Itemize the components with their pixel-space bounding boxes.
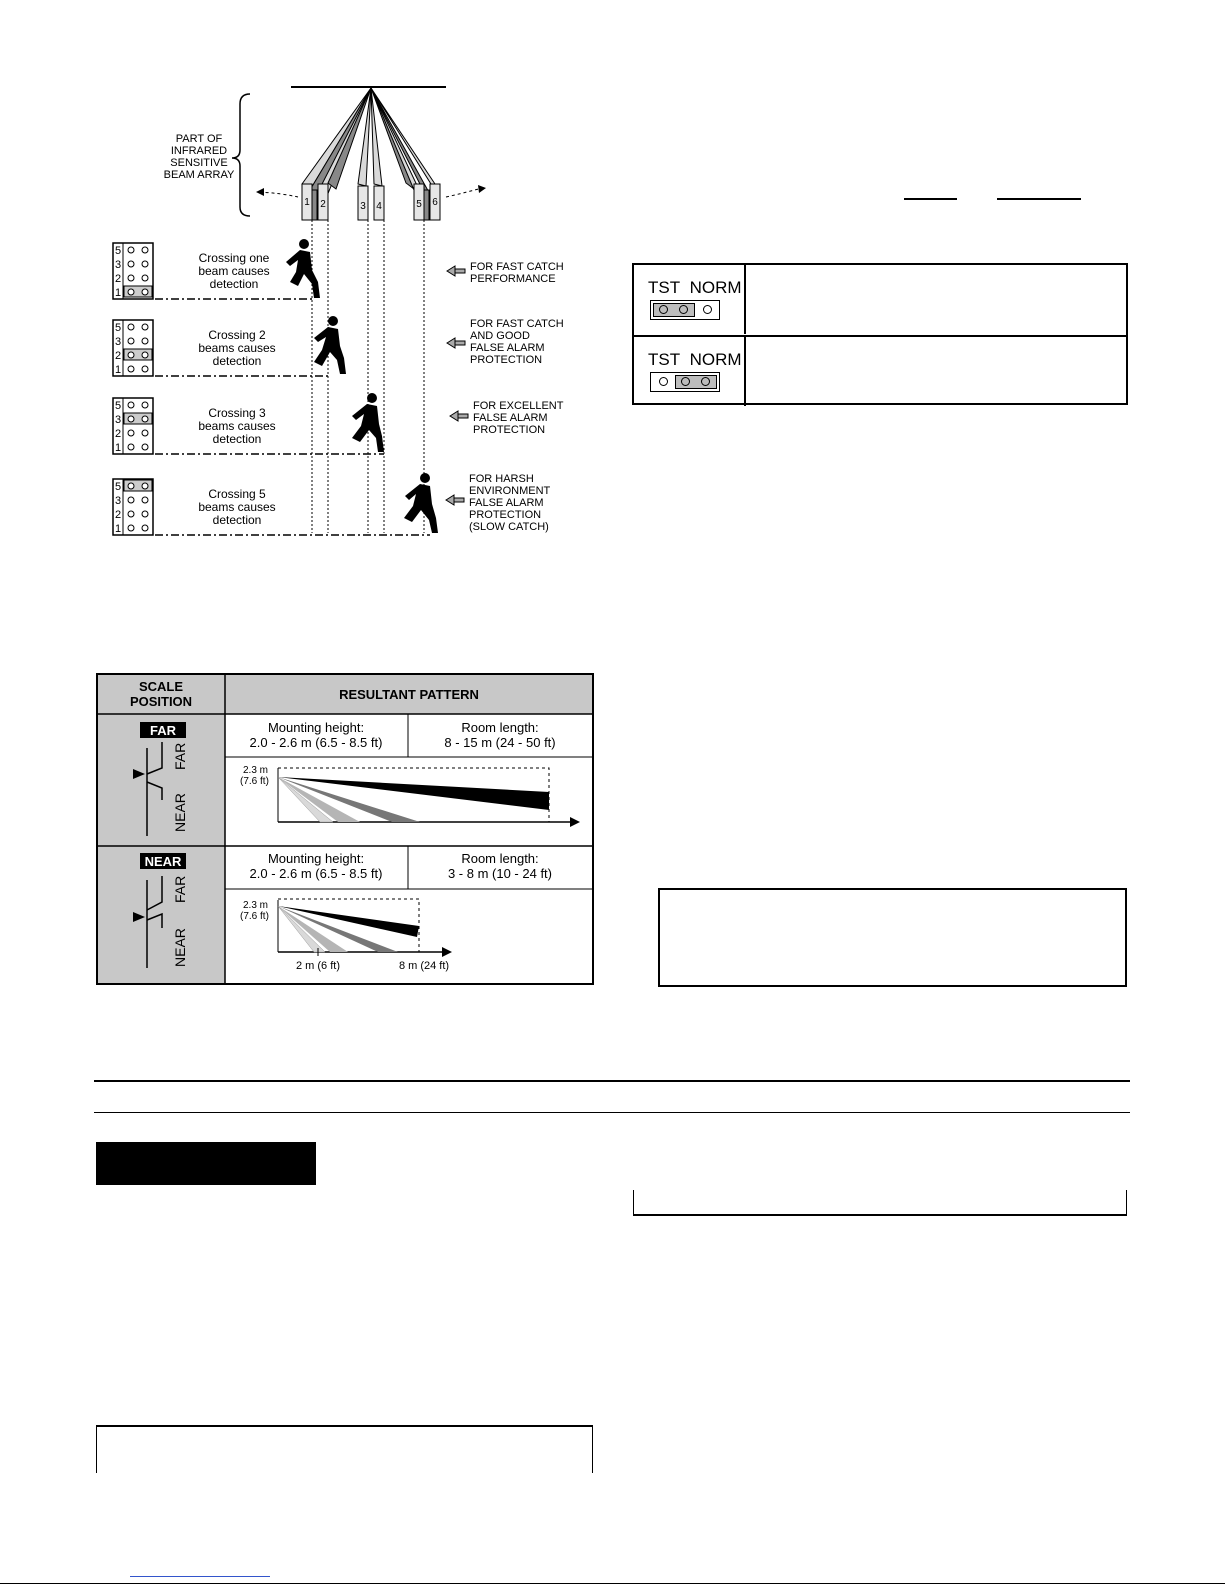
- footer-line: [0, 1583, 1225, 1584]
- room-length-value: 3 - 8 m (10 - 24 ft): [447, 866, 553, 881]
- jumper-number: 3: [114, 414, 122, 426]
- pulse-note-line: FOR FAST CATCH: [470, 261, 564, 273]
- pulse-row-1: [113, 239, 564, 299]
- pulse-caption-line: detection: [212, 513, 262, 527]
- pulse-row-4: [113, 473, 551, 535]
- runner-icon: [314, 316, 346, 374]
- pulse-note-line: FOR EXCELLENT: [473, 400, 564, 412]
- pulse-caption-line: beams causes: [198, 419, 276, 433]
- norm-label: NORM: [689, 278, 742, 297]
- pulse-note-line: FOR FAST CATCH: [470, 318, 564, 330]
- pulse-caption-line: beam causes: [198, 264, 270, 278]
- note-box: [658, 888, 1127, 987]
- pulse-note-line: PROTECTION: [469, 509, 542, 521]
- pulse-note-line: ENVIRONMENT: [469, 485, 551, 497]
- room-length-label: Room length:: [461, 851, 539, 866]
- runner-icon: [404, 473, 438, 533]
- pulse-caption-line: beams causes: [198, 500, 276, 514]
- height-label: 2.3 m: [243, 765, 269, 776]
- jumper-setting-table: [632, 263, 1128, 405]
- pulse-note-line: FALSE ALARM: [473, 412, 548, 424]
- jumper-number: 1: [114, 523, 122, 535]
- jumper-row-normal: [634, 335, 1126, 406]
- array-label-line: INFRARED: [170, 145, 228, 157]
- pulse-row-3: [113, 393, 564, 454]
- mounting-height-label: Mounting height:: [267, 720, 365, 735]
- axis-label-right: 8 m (24 ft): [398, 960, 450, 972]
- pin-icon: [701, 377, 710, 386]
- jumper-cell: [634, 337, 746, 406]
- room-length-value: 8 - 15 m (24 - 50 ft): [444, 735, 556, 750]
- far-badge: FAR: [150, 723, 176, 738]
- underline-mark: [904, 198, 957, 200]
- pulse-note-line: FOR HARSH: [469, 473, 534, 485]
- header-resultant-pattern: RESULTANT PATTERN: [339, 687, 479, 702]
- scale-position-table: [0, 670, 600, 990]
- pulse-caption-line: Crossing 3: [208, 406, 266, 420]
- switch-near-label: NEAR: [172, 928, 188, 967]
- jumper-number: 5: [114, 481, 122, 493]
- beam-number: 6: [432, 197, 438, 208]
- open-box-left: [96, 1425, 593, 1473]
- tst-label: TST: [648, 350, 681, 369]
- beam-number: 4: [376, 201, 382, 212]
- jumper-number: 3: [114, 495, 122, 507]
- pin-icon: [681, 377, 690, 386]
- jumper-number: 5: [114, 400, 122, 412]
- jumper-number: 5: [114, 245, 122, 257]
- jumper-label: [648, 278, 742, 298]
- beam-number: 3: [360, 201, 366, 212]
- underline-mark: [997, 198, 1081, 200]
- room-length-label: Room length:: [461, 720, 539, 735]
- runner-icon: [286, 239, 320, 298]
- pulse-row-2: [113, 316, 564, 376]
- pin-icon: [659, 305, 668, 314]
- section-divider: [94, 1112, 1130, 1113]
- mounting-height-label: Mounting height:: [267, 851, 365, 866]
- open-box-right: [633, 1190, 1127, 1216]
- pin-icon: [703, 305, 712, 314]
- jumper-row-test: [634, 265, 1126, 334]
- jumper-number: 2: [114, 428, 122, 440]
- switch-far-label: FAR: [172, 875, 188, 903]
- jumper-pins: [650, 300, 720, 320]
- jumper-number: 3: [114, 336, 122, 348]
- pulse-note-line: PROTECTION: [473, 424, 546, 436]
- section-divider: [94, 1080, 1130, 1082]
- jumper-number: 2: [114, 509, 122, 521]
- beam-number: 1: [304, 197, 310, 208]
- jumper-number: 1: [114, 364, 122, 376]
- pulse-caption-line: detection: [212, 432, 262, 446]
- pulse-note-line: FALSE ALARM: [470, 342, 545, 354]
- header-scale-line: POSITION: [129, 694, 193, 709]
- jumper-number: 5: [114, 322, 122, 334]
- switch-near-label: NEAR: [172, 793, 188, 832]
- pulse-caption-line: detection: [209, 277, 259, 291]
- pulse-note-line: AND GOOD: [470, 330, 530, 342]
- beam-number: 2: [320, 199, 326, 210]
- beam-number: 5: [416, 199, 422, 210]
- jumper-label: [648, 350, 742, 370]
- jumper-number: 3: [114, 259, 122, 271]
- header-scale-line: SCALE: [138, 679, 184, 694]
- footer-link-underline: [130, 1576, 270, 1577]
- array-label-line: SENSITIVE: [170, 157, 228, 169]
- pulse-note-line: (SLOW CATCH): [469, 521, 549, 533]
- height-label: 2.3 m: [243, 900, 269, 911]
- pulse-caption-line: Crossing 2: [208, 328, 266, 342]
- jumper-number: 2: [114, 350, 122, 362]
- tst-label: TST: [648, 278, 681, 297]
- pin-icon: [679, 305, 688, 314]
- switch-far-label: FAR: [172, 742, 188, 770]
- jumper-number: 1: [114, 442, 122, 454]
- mounting-height-value: 2.0 - 2.6 m (6.5 - 8.5 ft): [249, 866, 383, 881]
- pin-icon: [659, 377, 668, 386]
- jumper-number: 2: [114, 273, 122, 285]
- axis-label-left: 2 m (6 ft): [295, 960, 341, 972]
- mounting-height-value: 2.0 - 2.6 m (6.5 - 8.5 ft): [249, 735, 383, 750]
- pulse-caption-line: detection: [212, 354, 262, 368]
- array-label-line: PART OF: [175, 133, 223, 145]
- near-badge: NEAR: [144, 854, 182, 869]
- pulse-caption-line: beams causes: [198, 341, 276, 355]
- beam-array-diagram: [0, 0, 620, 545]
- array-label-line: BEAM ARRAY: [163, 169, 235, 181]
- pulse-caption-line: Crossing one: [198, 251, 270, 265]
- jumper-cell: [634, 265, 746, 334]
- pulse-note-line: PROTECTION: [470, 354, 543, 366]
- pulse-note-line: PERFORMANCE: [470, 273, 556, 285]
- norm-label: NORM: [689, 350, 742, 369]
- jumper-number: 1: [114, 287, 122, 299]
- section-heading-bar: [96, 1142, 316, 1185]
- pulse-caption-line: Crossing 5: [208, 487, 266, 501]
- height-label: (7.6 ft): [240, 911, 269, 922]
- jumper-pins: [650, 372, 720, 392]
- height-label: (7.6 ft): [240, 776, 269, 787]
- pulse-note-line: FALSE ALARM: [469, 497, 544, 509]
